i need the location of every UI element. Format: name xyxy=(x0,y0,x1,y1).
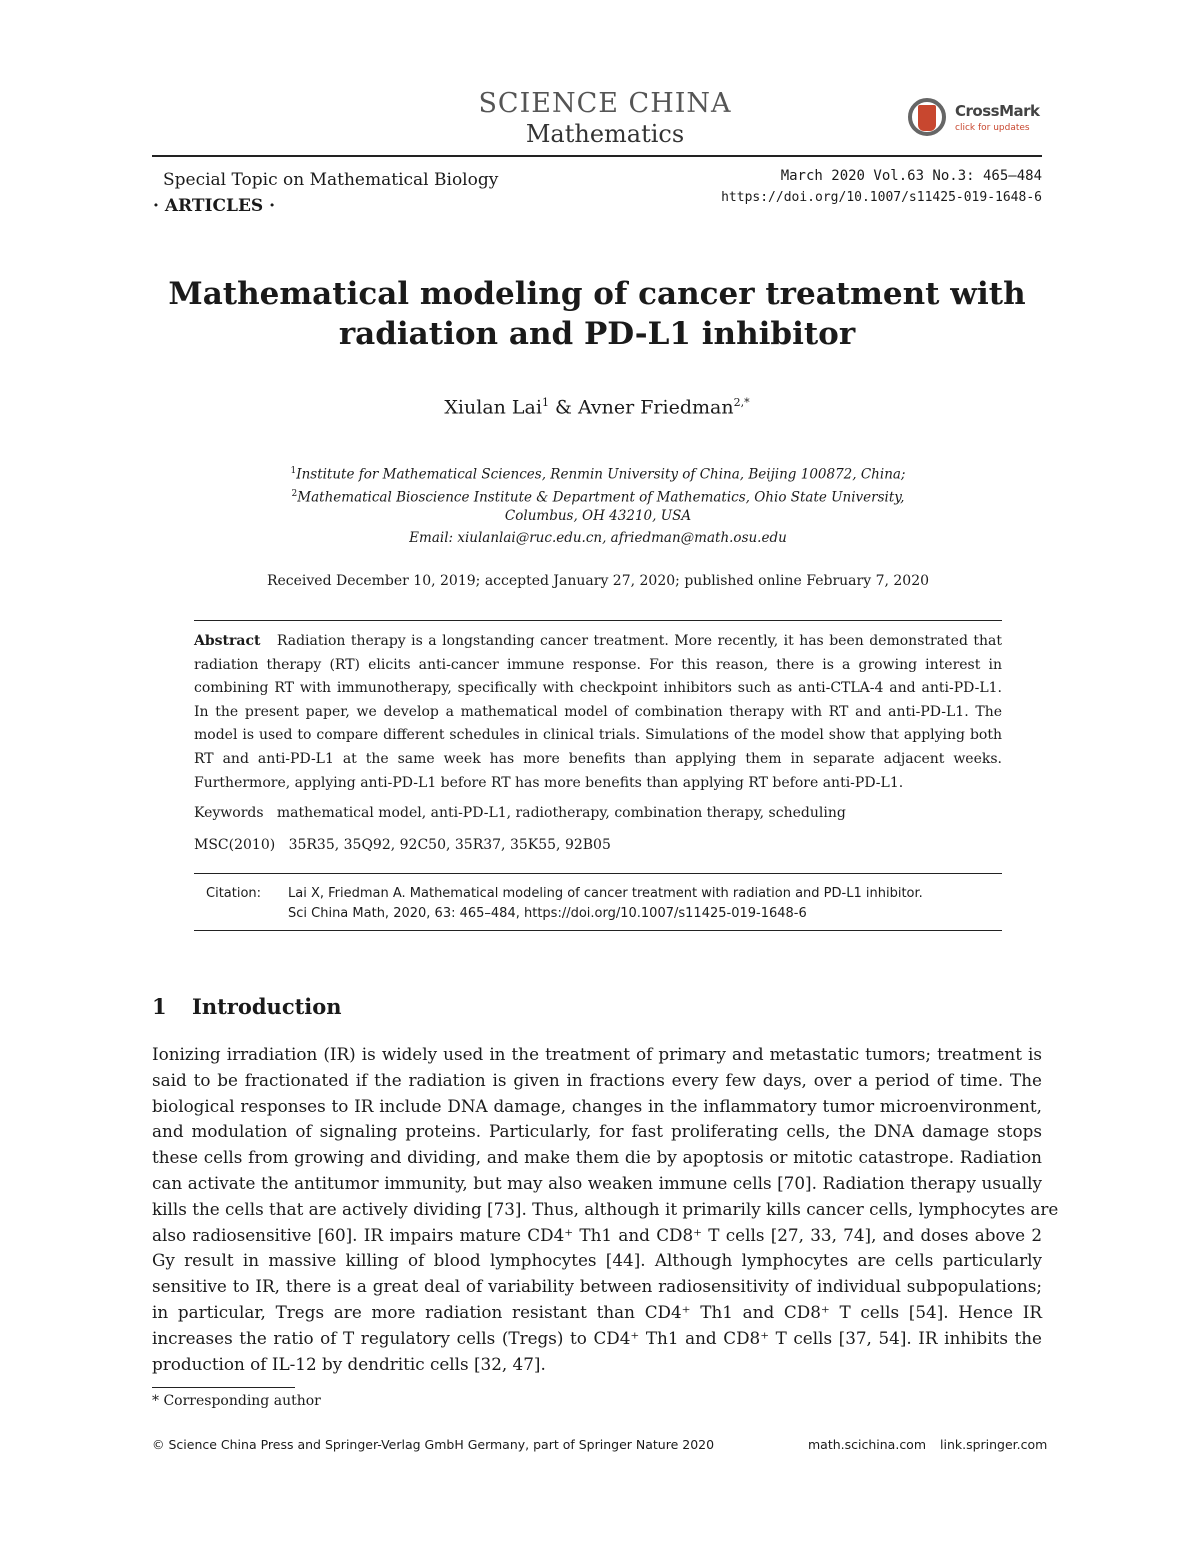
keywords-label: Keywords xyxy=(194,805,264,821)
body-line: these cells from growing and dividing, and make them die by apoptosis or mitotic catastrope. Radiation xyxy=(152,1147,1042,1168)
affil-1: Institute for Mathematical Sciences, Renmin University of China, Beijing 100872, China; xyxy=(296,466,906,483)
abstract-text: Radiation therapy is a longstanding cancer treatment. More recently, it has been demonstrated that radiation therapy (RT) elicits anti-cancer immune response. For this reason, there is a growing interest in combining RT with immunotherapy, specifically with checkpoint inhibitors such as anti-CTLA-4 and anti-PD-L1. In the present paper, we develop a mathematical model of combination therapy with RT and anti-PD-L1. The model is used to compare different schedules in clinical trials. Simulations of the model show that applying both RT and anti-PD-L1 at the same week has more benefits than applying them in separate adjacent weeks. Furthermore, applying anti-PD-L1 before RT has more benefits than applying RT before anti-PD-L1. xyxy=(194,633,1002,791)
section-title: Introduction xyxy=(192,994,342,1019)
citation-bottom-rule xyxy=(194,930,1002,931)
title-line-2: radiation and PD-L1 inhibitor xyxy=(338,316,856,352)
crossmark-label: CrossMark xyxy=(955,102,1040,120)
author-1: Xiulan Lai xyxy=(444,396,542,419)
bookmark-icon xyxy=(918,105,936,131)
body-line: said to be fractionated if the radiation is given in fractions every few days, over a period of time. The xyxy=(152,1069,1042,1090)
header-divider xyxy=(152,155,1042,157)
paper-title xyxy=(0,274,1194,354)
special-topic: Special Topic on Mathematical Biology xyxy=(163,170,499,190)
author-2-affil: 2,* xyxy=(733,396,750,409)
keywords-text: mathematical model, anti-PD-L1, radiotherapy, combination therapy, scheduling xyxy=(276,805,846,821)
email-line xyxy=(0,530,1196,546)
author-list xyxy=(0,396,1194,418)
copyright: © Science China Press and Springer-Verlag GmbH Germany, part of Springer Nature 2020 xyxy=(152,1437,715,1452)
email-label: Email: xyxy=(409,530,458,546)
affil-2-city: Columbus, OH 43210, USA xyxy=(504,508,692,524)
citation-label: Citation: xyxy=(206,886,262,901)
abstract-top-rule xyxy=(194,620,1002,621)
body-line: kills the cells that are actively dividing [73]. Thus, although it primarily kills cancer cells, lymphocytes are xyxy=(152,1198,1059,1219)
email-addresses[interactable]: xiulanlai@ruc.edu.cn, afriedman@math.osu.edu xyxy=(457,530,787,546)
affil-1-marker: 1 xyxy=(290,466,297,476)
body-line: sensitive to IR, there is a great deal of variability between radiosensitivity of individual subpopulations; xyxy=(152,1276,1042,1297)
affil-2: Mathematical Bioscience Institute & Department of Mathematics, Ohio State University, xyxy=(297,489,905,505)
crossmark-sublabel: click for updates xyxy=(955,123,1030,133)
issue-info: March 2020 Vol.63 No.3: 465–484 xyxy=(780,168,1042,184)
body-line: Gy result in massive killing of blood lymphocytes [44]. Although lymphocytes are cells particularly xyxy=(152,1250,1042,1271)
crossmark-badge[interactable] xyxy=(908,98,1048,144)
body-line: biological responses to IR include DNA damage, changes in the inflammatory tumor microenvironment, xyxy=(152,1095,1042,1116)
citation-top-rule xyxy=(194,873,1002,874)
journal-name: SCIENCE CHINA xyxy=(478,88,732,119)
article-type: · ARTICLES · xyxy=(153,196,276,216)
footnote-rule xyxy=(152,1387,295,1388)
body-line: in particular, Tregs are more radiation resistant than CD4⁺ Th1 and CD8⁺ T cells [54]. Hence IR xyxy=(152,1301,1042,1322)
title-line-1: Mathematical modeling of cancer treatment with xyxy=(168,276,1026,312)
citation-line-1: Lai X, Friedman A. Mathematical modeling of cancer treatment with radiation and PD-L1 inhibitor. xyxy=(288,886,923,901)
msc-label: MSC(2010) xyxy=(194,837,276,853)
affil-2-marker: 2 xyxy=(291,488,298,499)
keywords xyxy=(194,805,1002,821)
journal-subject: Mathematics xyxy=(525,120,685,148)
section-heading xyxy=(152,994,342,1019)
body-line: can activate the antitumor immunity, but may also weaken immune cells [70]. Radiation therapy usually xyxy=(152,1172,1042,1193)
section-number: 1 xyxy=(152,994,167,1019)
affiliations xyxy=(0,462,1196,526)
msc-codes xyxy=(194,837,1002,853)
msc-text: 35R35, 35Q92, 92C50, 35R37, 35K55, 92B05 xyxy=(288,837,611,853)
citation-line-2: Sci China Math, 2020, 63: 465–484, https://doi.org/10.1007/s11425-019-1648-6 xyxy=(288,906,807,921)
received-dates: Received December 10, 2019; accepted January 27, 2020; published online February 7, 2020 xyxy=(266,573,930,589)
body-line: and modulation of signaling proteins. Particularly, for fast proliferating cells, the DNA damage stops xyxy=(152,1121,1042,1142)
doi-link[interactable]: https://doi.org/10.1007/s11425-019-1648-6 xyxy=(721,190,1042,205)
body-line: increases the ratio of T regulatory cells (Tregs) to CD4⁺ Th1 and CD8⁺ T cells [37, 54]. IR inhibits the xyxy=(152,1327,1042,1348)
body-line: Ionizing irradiation (IR) is widely used in the treatment of primary and metastatic tumors; treatment is xyxy=(152,1044,1042,1064)
author-2: Avner Friedman xyxy=(577,396,734,419)
author-1-affil: 1 xyxy=(541,396,549,409)
springer-link[interactable]: link.springer.com xyxy=(940,1437,1048,1452)
abstract-label: Abstract xyxy=(194,633,261,649)
body-line: also radiosensitive [60]. IR impairs mature CD4⁺ Th1 and CD8⁺ T cells [27, 33, 74], and doses above 2 xyxy=(152,1224,1042,1245)
intro-paragraph xyxy=(152,1042,1059,1377)
journal-site-link[interactable]: math.scichina.com xyxy=(808,1437,927,1452)
author-separator: & xyxy=(548,396,578,419)
corresponding-author-note: * Corresponding author xyxy=(152,1393,321,1409)
body-line: production of IL-12 by dendritic cells [32, 47]. xyxy=(152,1353,546,1374)
abstract xyxy=(194,630,1002,795)
